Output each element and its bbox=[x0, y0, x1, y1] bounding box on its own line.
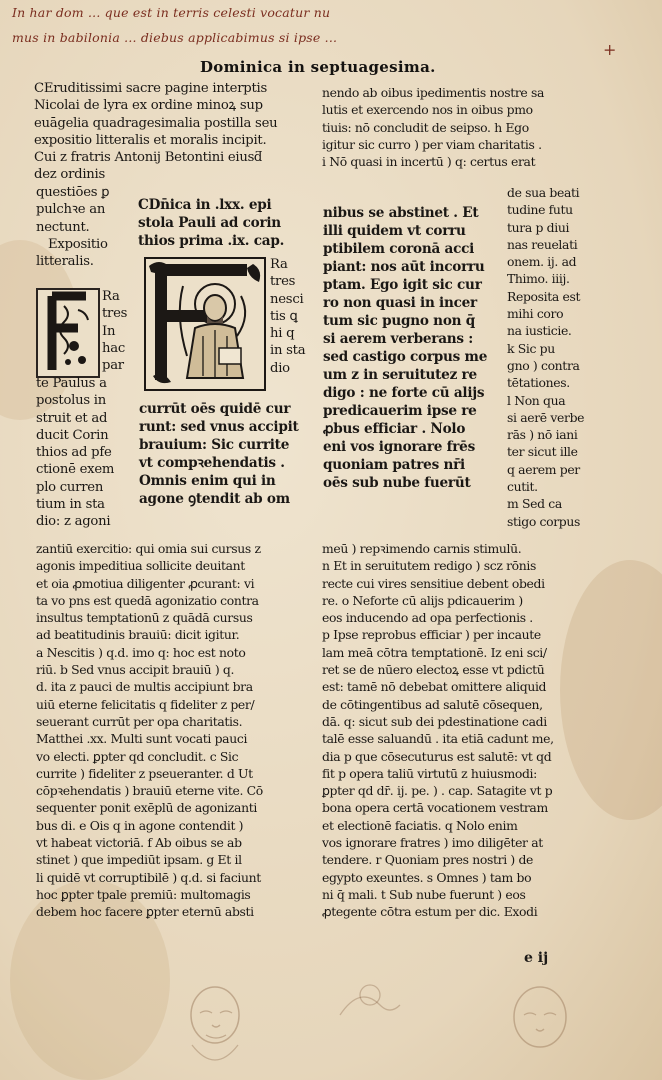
text-line: recte cui vires sensitiue debent obedi bbox=[322, 575, 545, 591]
text-line: Reposita est bbox=[507, 288, 581, 304]
text-line: dez ordinis bbox=[34, 167, 106, 183]
text-line: rās ) nō iani bbox=[507, 427, 578, 443]
text-line: p Ipse reprobus efficiar ) per incaute bbox=[322, 627, 541, 643]
text-line: Omnis enim qui in bbox=[139, 473, 276, 489]
text-line: l Non qua bbox=[507, 392, 566, 408]
text-line: quoniam patres nr̄i bbox=[323, 457, 465, 473]
text-line: plo curren bbox=[36, 479, 104, 495]
col2-right-of-woodcut bbox=[270, 256, 305, 377]
manuscript-annotation-line-2: mus in babilonia ... diebus applicabimus si ipse ... bbox=[12, 30, 338, 45]
text-line: m Sed ca bbox=[507, 496, 562, 512]
text-line: agone ꝯtendit ab om bbox=[139, 491, 290, 507]
text-line: currūt oēs quidē cur bbox=[139, 401, 291, 417]
col2-epistle-body bbox=[139, 400, 299, 508]
running-head: Dominica in septuagesima. bbox=[200, 58, 436, 76]
text-line: igitur sic curro ) per viam charitatis . bbox=[322, 136, 542, 152]
text-line: si aerem verberans : bbox=[323, 331, 474, 347]
text-line: tres bbox=[102, 306, 128, 322]
text-line: i Nō quasi in incertū ) q: certus erat bbox=[322, 154, 536, 170]
text-line: re. o Neforte cū alijs pdicauerim ) bbox=[322, 592, 523, 608]
text-line: tētationes. bbox=[507, 375, 570, 391]
text-line: expositio litteralis et moralis incipit. bbox=[34, 132, 267, 148]
text-line: meū ) repꝛimendo carnis stimulū. bbox=[322, 541, 522, 556]
floral-initial-icon bbox=[38, 290, 98, 376]
col4-side-commentary bbox=[507, 184, 584, 530]
text-line: predicauerim ipse re bbox=[323, 403, 477, 419]
text-line: de cōtingentibus ad salutē cōsequen, bbox=[322, 696, 543, 712]
text-line: CDn̄ica in .lxx. epi bbox=[138, 197, 272, 213]
text-line: tendere. r Quoniam pres nostri ) de bbox=[322, 852, 534, 868]
col-left-bottom-commentary bbox=[36, 540, 263, 921]
col3-top-commentary bbox=[322, 84, 544, 170]
text-line: hi q bbox=[270, 326, 295, 342]
text-line: k Sic pu bbox=[507, 340, 555, 356]
text-line: ter sicut ille bbox=[507, 444, 578, 460]
text-line: na iusticie. bbox=[507, 323, 572, 339]
text-line: hac bbox=[102, 340, 125, 356]
text-line: In bbox=[102, 323, 116, 339]
text-line: ctionē exem bbox=[36, 462, 115, 478]
text-line: gno ) contra bbox=[507, 357, 580, 373]
text-line: vos ignorare fratres ) imo diligēter at bbox=[322, 835, 543, 851]
text-line: nendo ab oibus ipedimentis nostre sa bbox=[322, 85, 545, 100]
text-line: bona opera certā vocationem vestram bbox=[322, 800, 548, 816]
text-line: ꝓtegente cōtra estum per dic. Exodi bbox=[322, 904, 538, 920]
col3-epistle-body bbox=[323, 204, 487, 492]
signature-mark: e ij bbox=[524, 950, 549, 966]
text-line: Nicolai de lyra ex ordine minoꝝ sup bbox=[34, 98, 263, 114]
text-line: sed castigo corpus me bbox=[323, 349, 488, 365]
text-line: ꝓbus efficiar . Nolo bbox=[323, 421, 466, 437]
text-line: egypto exeuntes. s Omnes ) tam bo bbox=[322, 869, 532, 885]
text-line: dio bbox=[270, 360, 290, 376]
text-line: tium in sta bbox=[36, 497, 105, 513]
text-line: tis ꝗ bbox=[270, 308, 298, 324]
text-line: tum sic pugno non q̄ bbox=[323, 313, 476, 329]
text-line: insultus temptationū z quādā cursus bbox=[36, 610, 253, 626]
text-line: Cui z fratris Antonij Betontini eiusƌ bbox=[34, 150, 263, 166]
text-line: pulchꝛe an bbox=[36, 202, 106, 218]
text-line: nesci bbox=[270, 291, 304, 307]
text-line: currite ) fideliter z pseueranter. d Ut bbox=[36, 765, 253, 781]
intro-title-block bbox=[34, 80, 277, 184]
text-line: digo : ne forte cū alijs bbox=[323, 385, 485, 401]
text-line: cōpꝛehendatis ) brauiū eterne vite. Cō bbox=[36, 783, 263, 799]
text-line: onem. ij. ad bbox=[507, 254, 577, 270]
text-line: q aerem per bbox=[507, 461, 580, 477]
text-line: te Paulus a bbox=[36, 376, 107, 391]
text-line: piant: nos aūt incorru bbox=[323, 259, 485, 275]
text-line: ptibilem coronā acci bbox=[323, 241, 475, 257]
text-line: sequenter ponit exēplū de agonizanti bbox=[36, 800, 257, 816]
text-line: thios prima .ix. cap. bbox=[138, 233, 285, 249]
text-line: tiuis: nō concludit de seipso. h Ego bbox=[322, 119, 529, 135]
text-line: si aerē verbe bbox=[507, 409, 585, 425]
manuscript-annotation-line-1: In har dom ... que est in terris celesti vocatur nu bbox=[12, 5, 331, 20]
text-line: nibus se abstinet . Et bbox=[323, 205, 479, 221]
col1-after-initial bbox=[102, 288, 127, 374]
saint-woodcut-icon bbox=[143, 256, 267, 392]
paper-stain bbox=[560, 560, 662, 820]
text-line: hoc ꝑpter tpale premiū: multomagis bbox=[36, 886, 251, 902]
faint-head-sketch-icon bbox=[490, 975, 590, 1080]
text-line: n Et in seruitutem redigo ) scz rōnis bbox=[322, 558, 537, 574]
text-line: agonis impeditiua sollicite deuitant bbox=[36, 558, 245, 574]
text-line: dia p que cōsecuturus est salutē: vt qd bbox=[322, 748, 552, 764]
text-line: fit p opera taliū virtutū z huiusmodi: bbox=[322, 765, 537, 781]
text-line: de sua beati bbox=[507, 185, 580, 200]
text-line: tudine futu bbox=[507, 202, 573, 218]
text-line: mihi coro bbox=[507, 306, 564, 322]
text-line: in sta bbox=[270, 343, 306, 359]
text-line: postolus in bbox=[36, 393, 107, 409]
faint-head-sketch-icon bbox=[170, 975, 260, 1080]
woodcut-initial-saint bbox=[143, 256, 267, 392]
text-line: d. ita z pauci de multis accipiunt bra bbox=[36, 679, 253, 695]
text-line: lam meā cōtra temptationē. Iz eni sci/ bbox=[322, 644, 547, 660]
text-line: stigo corpus bbox=[507, 513, 581, 529]
text-line: oēs sub nube fuerūt bbox=[323, 475, 471, 491]
text-line: stola Pauli ad corin bbox=[138, 215, 281, 231]
text-line: a Nescitis ) q.d. imo q: hoc est noto bbox=[36, 644, 246, 660]
text-line: debem hoc facere ꝑpter eternū absti bbox=[36, 904, 254, 920]
text-line: illi quidem vt corru bbox=[323, 223, 466, 239]
col-right-bottom-commentary bbox=[322, 540, 554, 921]
text-line: ni q̄ mali. t Sub nube fuerunt ) eos bbox=[322, 886, 526, 902]
text-line: lutis et exercendo nos in oibus pmo bbox=[322, 102, 533, 118]
text-line: vt compꝛehendatis . bbox=[139, 455, 285, 471]
text-line: stinet ) que impediūt ipsam. g Et il bbox=[36, 852, 242, 868]
text-line: ta vo pns est quedā agonizatio contra bbox=[36, 592, 259, 608]
text-line: cutit. bbox=[507, 479, 538, 495]
text-line: ro non quasi in incer bbox=[323, 295, 477, 311]
text-line: nectunt. bbox=[36, 219, 90, 235]
text-line: brauium: Sic currite bbox=[139, 437, 290, 453]
faint-figure-sketch-icon bbox=[330, 975, 410, 1035]
text-line: uiū eterne felicitatis q fideliter z per/ bbox=[36, 696, 255, 712]
text-line: litteralis. bbox=[36, 254, 94, 270]
text-line: eos inducendo ad opa perfectionis . bbox=[322, 610, 533, 626]
text-line: riū. b Sed vnus accipit brauiū ) q. bbox=[36, 662, 235, 678]
text-line: et electionē faciatis. q Nolo enim bbox=[322, 817, 518, 833]
text-line: runt: sed vnus accipit bbox=[139, 419, 299, 435]
text-line: Ra bbox=[102, 289, 120, 304]
text-line: ꝑpter qd dr̄. ij. pe. ) . cap. Satagite vt p bbox=[322, 783, 553, 799]
text-line: ducit Corin bbox=[36, 427, 109, 443]
text-line: Ra bbox=[270, 257, 288, 272]
text-line: et oia ꝓmotiua diligenter ꝓcurant: vi bbox=[36, 575, 255, 591]
text-line: vo electi. ꝑpter qd concludit. c Sic bbox=[36, 748, 239, 764]
text-line: vt habeat victoriā. f Ab oibus se ab bbox=[36, 835, 242, 851]
text-line: li quidē vt corruptibilē ) q.d. si faciunt bbox=[36, 869, 261, 885]
text-line: ptam. Ego igit sic cur bbox=[323, 277, 482, 293]
text-line: struit et ad bbox=[36, 410, 108, 426]
text-line: dā. q: sicut sub dei pdestinatione cadi bbox=[322, 713, 547, 729]
text-line: Expositio bbox=[48, 236, 108, 252]
text-line: dio: z agoni bbox=[36, 514, 111, 530]
text-line: um z in seruitutez re bbox=[323, 367, 477, 383]
text-line: nas reuelati bbox=[507, 236, 578, 252]
col1-side-notes bbox=[36, 184, 109, 270]
col1-body bbox=[36, 375, 114, 531]
text-line: zantiū exercitio: qui omia sui cursus z bbox=[36, 541, 261, 556]
text-line: questiōes ꝑ bbox=[36, 185, 110, 200]
text-line: bus di. e Ois q in agone contendit ) bbox=[36, 817, 244, 833]
text-line: est: tamē nō debebat omittere aliquid bbox=[322, 679, 547, 695]
text-line: seuerant currūt per opa charitatis. bbox=[36, 713, 243, 729]
text-line: ret se de nūero electoꝝ esse vt pdictū bbox=[322, 662, 545, 678]
text-line: euāgelia quadragesimalia postilla seu bbox=[34, 115, 278, 131]
text-line: par bbox=[102, 358, 124, 374]
text-line: ad beatitudinis brauiū: dicit igitur. bbox=[36, 627, 240, 643]
text-line: eni vos ignorare frēs bbox=[323, 439, 475, 455]
text-line: tres bbox=[270, 274, 296, 290]
text-line: Matthei .xx. Multi sunt vocati pauci bbox=[36, 731, 248, 747]
text-line: thios ad pfe bbox=[36, 445, 112, 461]
text-line: tura p diui bbox=[507, 219, 570, 235]
margin-cross-mark: + bbox=[603, 40, 617, 59]
text-line: CEruditissimi sacre pagine interptis bbox=[34, 81, 267, 96]
text-line: Thimo. iiij. bbox=[507, 271, 570, 287]
epistle-heading bbox=[138, 196, 284, 250]
text-line: talē esse saluandū . ita etiā cadunt me, bbox=[322, 731, 554, 747]
decorated-initial-small bbox=[36, 288, 100, 378]
